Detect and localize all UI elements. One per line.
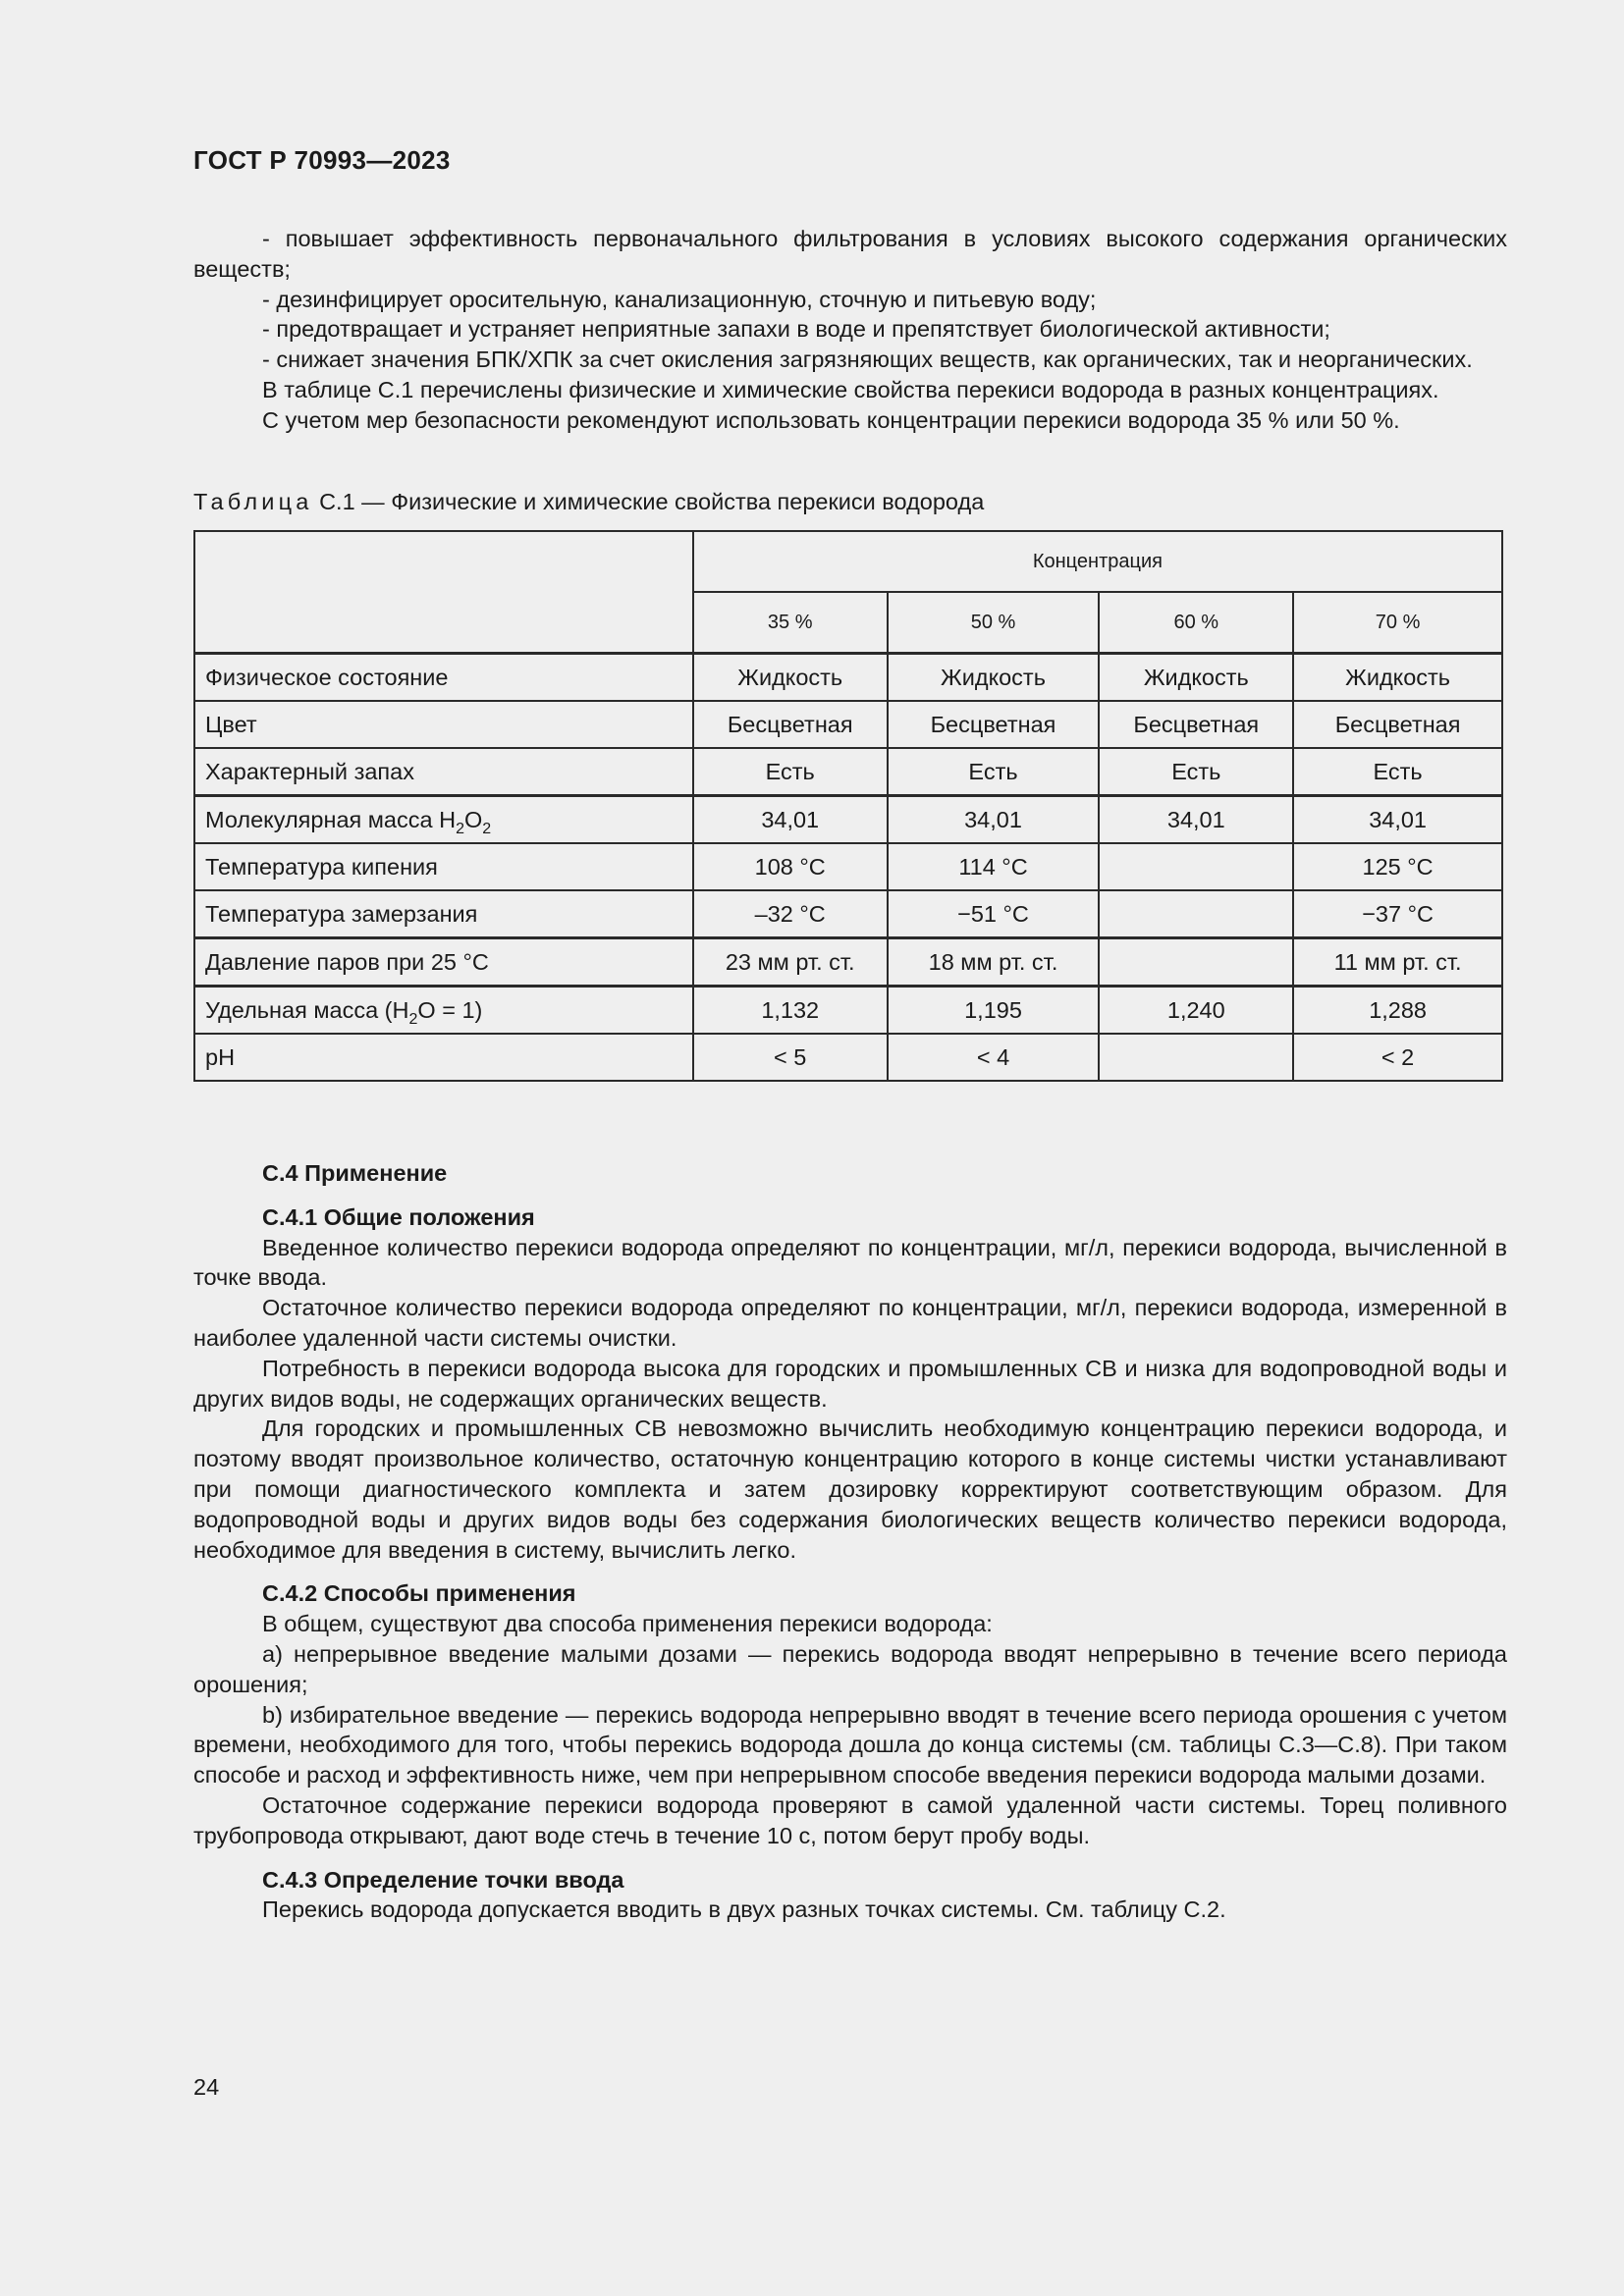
table-cell bbox=[1099, 890, 1293, 938]
paragraph: Потребность в перекиси водорода высока для городских и промышленных СВ и низка для водопроводной воды и других видов воды, не содержащих органических веществ. bbox=[193, 1355, 1507, 1412]
table-cell: –32 °C bbox=[693, 890, 888, 938]
table-row bbox=[194, 1034, 1502, 1081]
table-cell: 23 мм рт. ст. bbox=[693, 938, 888, 987]
paragraph: Остаточное содержание перекиси водорода проверяют в самой удаленной части системы. Торец поливного трубопровода открывают, дают воде стечь в течение 10 с, потом берут пробу воды. bbox=[193, 1791, 1507, 1848]
table-cell: 1,288 bbox=[1293, 987, 1502, 1035]
table-row bbox=[194, 890, 1502, 938]
subsection-heading: С.4.1 Общие положения bbox=[262, 1203, 535, 1230]
list-item: - дезинфицирует оросительную, канализационную, сточную и питьевую воду; bbox=[262, 286, 1097, 312]
paragraph: Остаточное количество перекиси водорода определяют по концентрации, мг/л, перекиси водорода, измеренной в наиболее удаленной части системы очистки. bbox=[193, 1295, 1507, 1351]
table-cell: 1,195 bbox=[888, 987, 1100, 1035]
page-number: 24 bbox=[193, 2074, 220, 2100]
label-text: O = 1) bbox=[417, 996, 483, 1023]
table-row bbox=[194, 701, 1502, 748]
table-cell: Есть bbox=[888, 748, 1100, 796]
concentration-header: Концентрация bbox=[693, 531, 1502, 592]
table-corner-cell bbox=[194, 531, 693, 654]
document-header-title: ГОСТ Р 70993—2023 bbox=[193, 145, 451, 175]
row-label: Характерный запах bbox=[194, 748, 693, 796]
table-caption-word: Таблица bbox=[193, 489, 313, 514]
table-cell: < 2 bbox=[1293, 1034, 1502, 1081]
table-row bbox=[194, 938, 1502, 987]
table-cell: 11 мм рт. ст. bbox=[1293, 938, 1502, 987]
row-label bbox=[194, 796, 693, 844]
table-row bbox=[194, 843, 1502, 890]
intro-text bbox=[193, 224, 1507, 436]
row-label: pH bbox=[194, 1034, 693, 1081]
list-item: - снижает значения БПК/ХПК за счет окисления загрязняющих веществ, как органических, так и неорганических. bbox=[262, 347, 1473, 373]
table-cell bbox=[1099, 938, 1293, 987]
section-c4 bbox=[193, 1158, 1507, 1925]
list-item: - повышает эффективность первоначального фильтрования в условиях высокого содержания органических веществ; bbox=[193, 226, 1507, 282]
row-label: Цвет bbox=[194, 701, 693, 748]
table-cell: Есть bbox=[1293, 748, 1502, 796]
subsection-heading: С.4.3 Определение точки ввода bbox=[262, 1866, 624, 1893]
table-cell: 108 °C bbox=[693, 843, 888, 890]
table-caption-text: С.1 — Физические и химические свойства перекиси водорода bbox=[319, 489, 985, 514]
table-row bbox=[194, 748, 1502, 796]
table-cell: Жидкость bbox=[888, 654, 1100, 702]
table-cell: 34,01 bbox=[1099, 796, 1293, 844]
table-caption bbox=[193, 489, 984, 515]
table-cell: < 4 bbox=[888, 1034, 1100, 1081]
row-label: Давление паров при 25 °C bbox=[194, 938, 693, 987]
paragraph: Перекись водорода допускается вводить в двух разных точках системы. См. таблицу С.2. bbox=[262, 1896, 1226, 1923]
table-cell: < 5 bbox=[693, 1034, 888, 1081]
column-header: 35 % bbox=[693, 592, 888, 654]
properties-table bbox=[193, 530, 1503, 1082]
table-row bbox=[194, 654, 1502, 702]
list-item: b) избирательное введение — перекись водорода непрерывно вводят в течение всего периода орошения с учетом времени, необходимого для того, чтобы перекись водорода дошла до конца системы (см. таблицы С.3—С.8). При таком способе и расход и эффективность ниже, чем при непрерывном способе введения перекиси водорода малыми дозами. bbox=[193, 1701, 1507, 1789]
list-item: а) непрерывное введение малыми дозами — перекись водорода вводят непрерывно в течение всего периода орошения; bbox=[193, 1640, 1507, 1697]
subscript: 2 bbox=[456, 820, 464, 837]
table-cell: 1,132 bbox=[693, 987, 888, 1035]
label-text: O bbox=[463, 806, 483, 832]
label-text: Молекулярная масса H bbox=[205, 806, 457, 832]
label-text: Удельная масса (H bbox=[205, 996, 409, 1023]
table-cell: 34,01 bbox=[888, 796, 1100, 844]
list-item: - предотвращает и устраняет неприятные запахи в воде и препятствует биологической активности; bbox=[262, 316, 1330, 343]
subscript: 2 bbox=[482, 820, 492, 837]
table-cell: −37 °C bbox=[1293, 890, 1502, 938]
table-cell: Есть bbox=[693, 748, 888, 796]
table-cell: Жидкость bbox=[1099, 654, 1293, 702]
column-header: 50 % bbox=[888, 592, 1100, 654]
table-cell: Бесцветная bbox=[1293, 701, 1502, 748]
table-cell bbox=[1099, 843, 1293, 890]
table-cell: 34,01 bbox=[1293, 796, 1502, 844]
table-cell: 34,01 bbox=[693, 796, 888, 844]
table-cell: Бесцветная bbox=[888, 701, 1100, 748]
table-cell: 18 мм рт. ст. bbox=[888, 938, 1100, 987]
row-label: Физическое состояние bbox=[194, 654, 693, 702]
table-cell bbox=[1099, 1034, 1293, 1081]
paragraph: Введенное количество перекиси водорода определяют по концентрации, мг/л, перекиси водорода, вычисленной в точке ввода. bbox=[193, 1234, 1507, 1291]
subsection-heading: С.4.2 Способы применения bbox=[262, 1580, 576, 1607]
table-cell: Жидкость bbox=[693, 654, 888, 702]
row-label: Температура кипения bbox=[194, 843, 693, 890]
section-heading: С.4 Применение bbox=[262, 1160, 448, 1186]
table-cell: 1,240 bbox=[1099, 987, 1293, 1035]
paragraph: В общем, существуют два способа применения перекиси водорода: bbox=[262, 1611, 993, 1637]
table-row bbox=[194, 987, 1502, 1035]
column-header: 60 % bbox=[1099, 592, 1293, 654]
table-row bbox=[194, 796, 1502, 844]
table-header-row bbox=[194, 531, 1502, 592]
subscript: 2 bbox=[408, 1010, 418, 1028]
intro-paragraph: С учетом мер безопасности рекомендуют использовать концентрации перекиси водорода 35 % или 50 %. bbox=[262, 406, 1400, 433]
intro-paragraph: В таблице С.1 перечислены физические и химические свойства перекиси водорода в разных концентрациях. bbox=[262, 376, 1439, 402]
table-cell: Есть bbox=[1099, 748, 1293, 796]
table-cell: −51 °C bbox=[888, 890, 1100, 938]
table-cell: Бесцветная bbox=[693, 701, 888, 748]
table-cell: Жидкость bbox=[1293, 654, 1502, 702]
row-label: Температура замерзания bbox=[194, 890, 693, 938]
row-label bbox=[194, 987, 693, 1035]
table-cell: Бесцветная bbox=[1099, 701, 1293, 748]
table-cell: 125 °C bbox=[1293, 843, 1502, 890]
table-cell: 114 °C bbox=[888, 843, 1100, 890]
column-header: 70 % bbox=[1293, 592, 1502, 654]
paragraph: Для городских и промышленных СВ невозможно вычислить необходимую концентрацию перекиси водорода, и поэтому вводят произвольное количество, остаточную концентрацию которого в конце системы чистки устанавливают при помощи диагностического комплекта и затем дозировку корректируют соответствующим образом. Для водопроводной воды и других видов воды без содержания биологических веществ количество перекиси водорода, необходимое для введения в систему, вычислить легко. bbox=[193, 1415, 1507, 1563]
